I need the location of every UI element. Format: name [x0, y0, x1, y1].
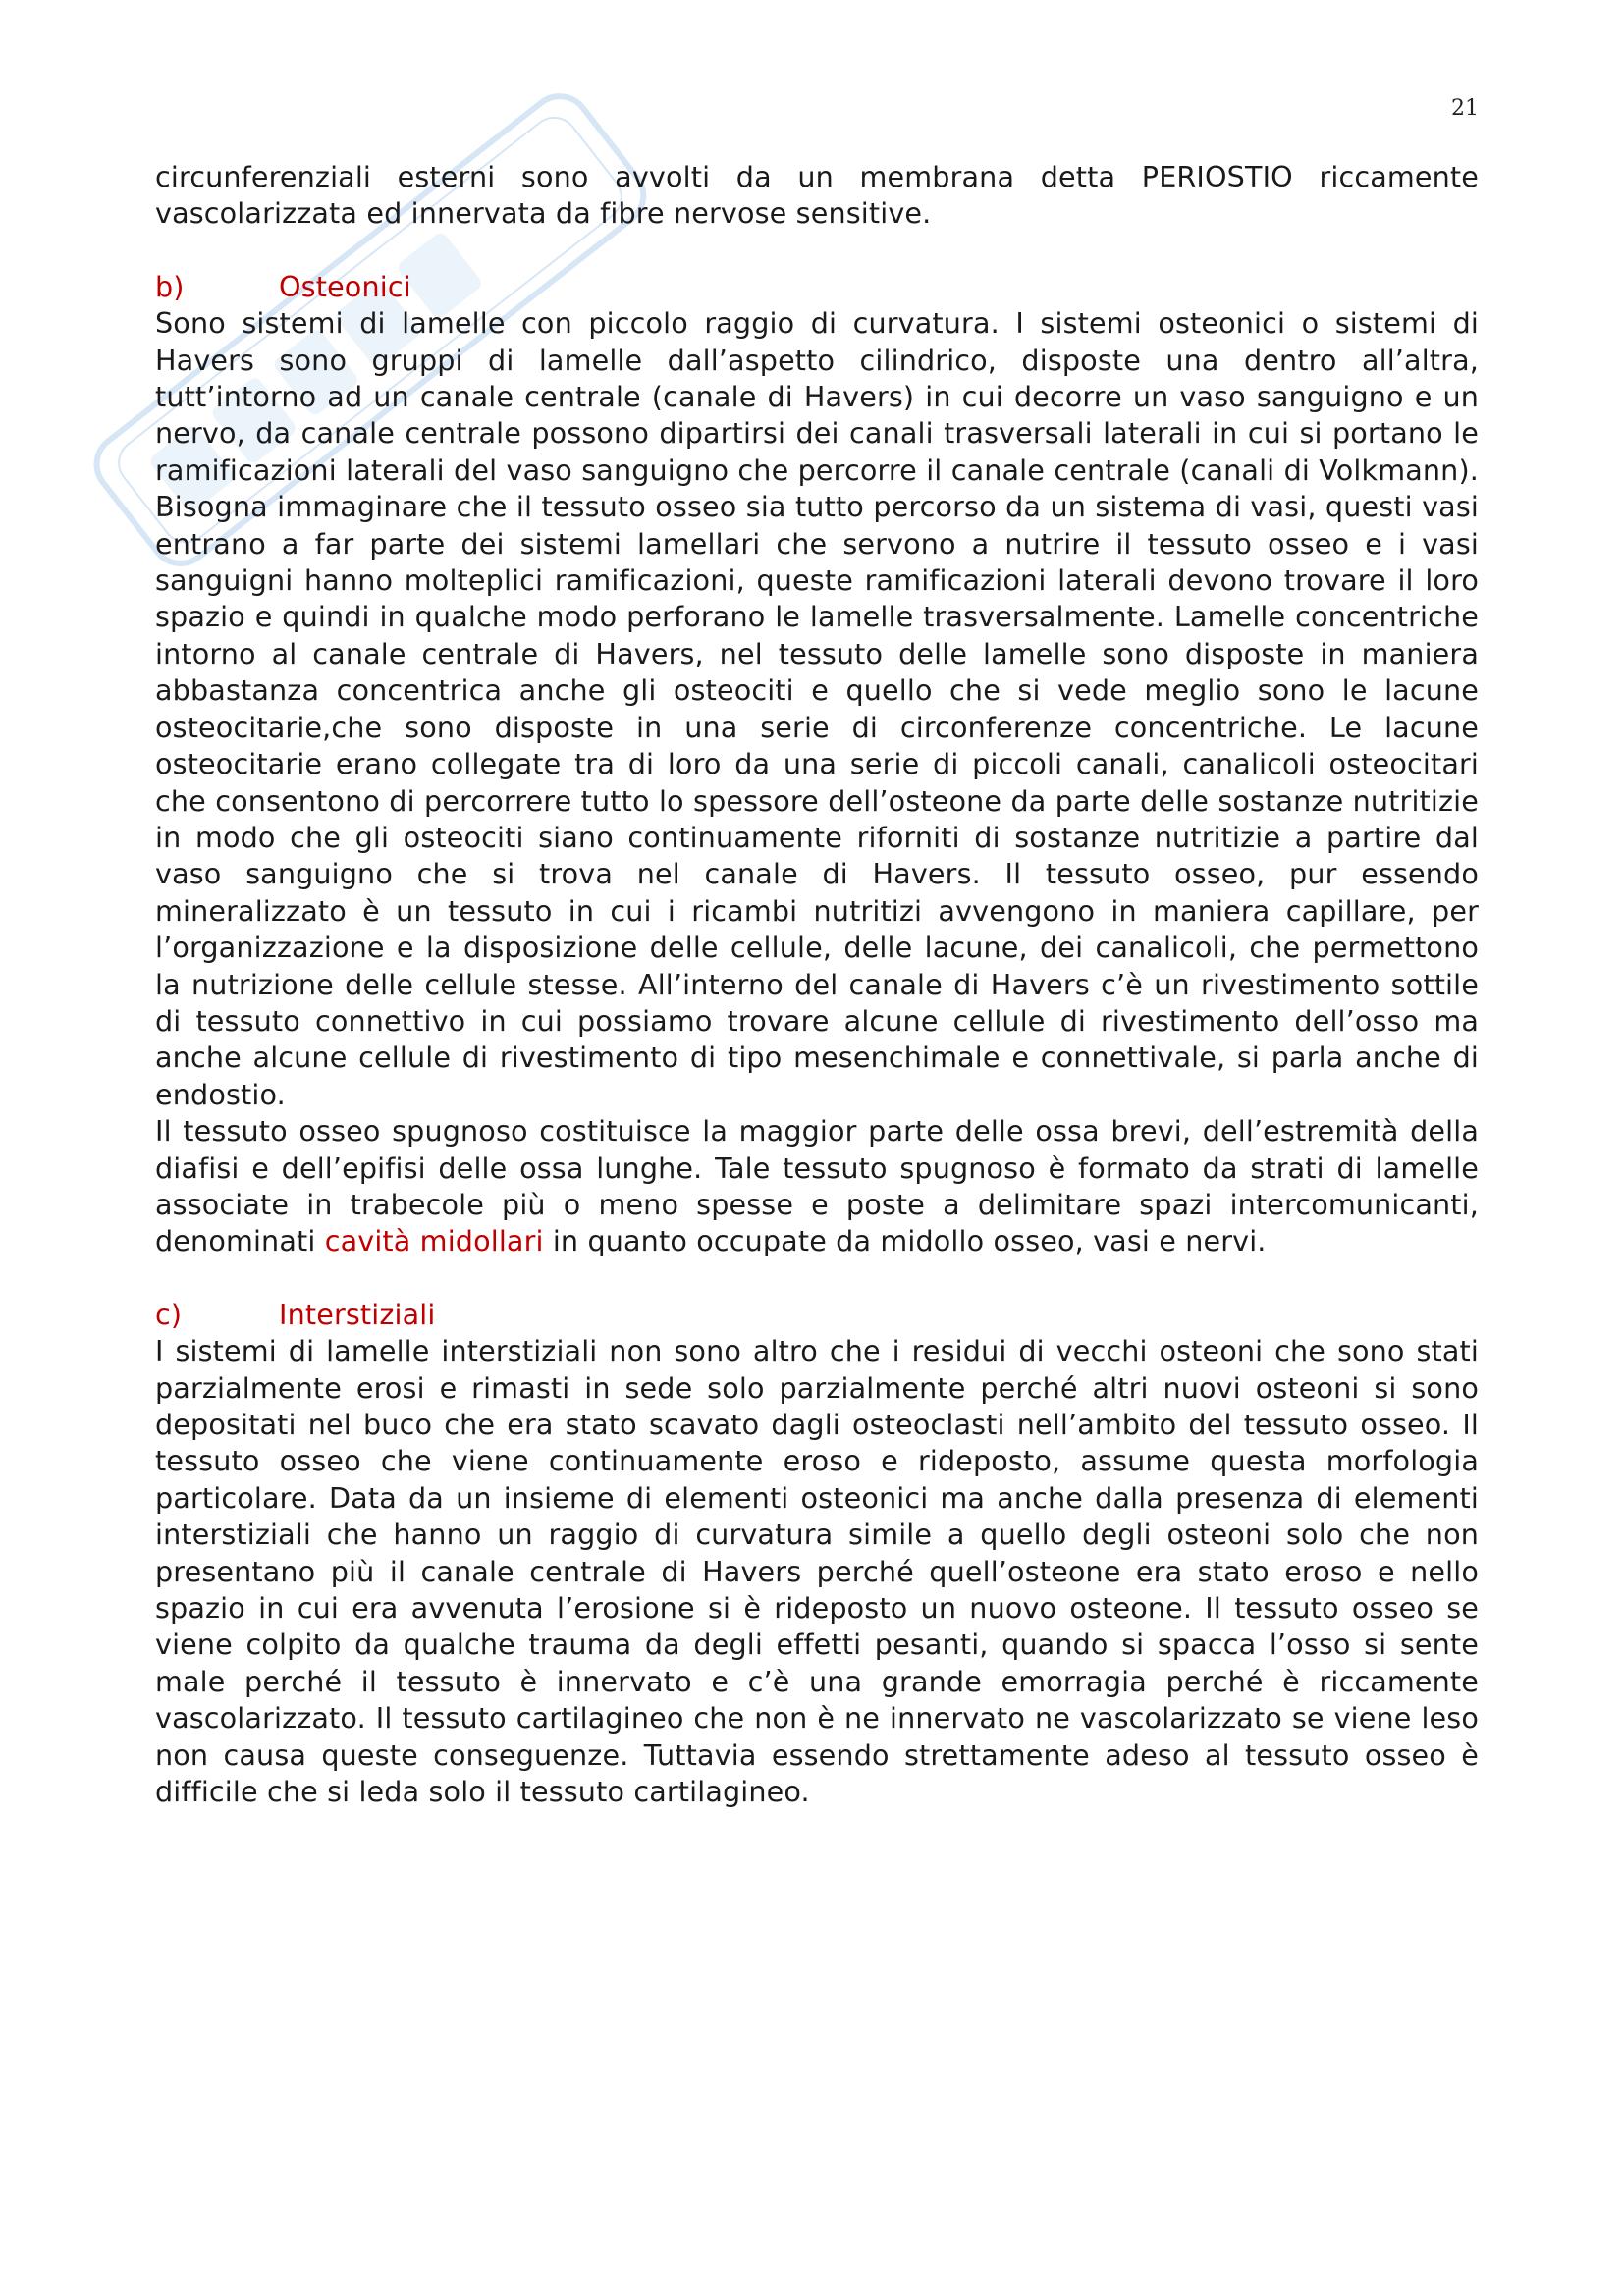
section-b-paragraph-2 [155, 1113, 1479, 1260]
section-b-title: Osteonici [279, 269, 411, 303]
document-body [155, 159, 1479, 1810]
section-b-heading [155, 269, 1479, 305]
section-c-paragraph-1: I sistemi di lamelle interstiziali non sono altro che i residui di vecchi osteoni che sono stati parzialmente erosi e rimasti in sede solo parzialmente perché altri nuovi osteoni si sono depositati nel buco che era stato scavato dagli osteoclasti nell’ambito del tessuto osseo. Il tessuto osseo che viene continuamente eroso e rideposto, assume questa morfologia particolare. Data da un insieme di elementi osteonici ma anche dalla presenza di elementi interstiziali che hanno un raggio di curvatura simile a quello degli osteoni solo che non presentano più il canale centrale di Havers perché quell’osteone era stato eroso e nello spazio in cui era avvenuta l’erosione si è rideposto un nuovo osteone. Il tessuto osseo se viene colpito da qualche trauma da degli effetti pesanti, quando si spacca l’osso si sente male perché il tessuto è innervato e c’è una grande emorragia perché è riccamente vascolarizzato. Il tessuto cartilagineo che non è ne innervato ne vascolarizzato se viene leso non causa queste conseguenze. Tuttavia essendo strettamente adeso al tessuto osseo è difficile che si leda solo il tessuto cartilagineo. [155, 1334, 1479, 1809]
page-number: 21 [1451, 96, 1479, 121]
section-b-p2-text-end: in quanto occupate da midollo osseo, vasi e nervi. [543, 1224, 1267, 1258]
section-c-title: Interstiziali [279, 1297, 436, 1331]
section-c-heading [155, 1297, 1479, 1333]
section-c-label: c) [155, 1297, 183, 1331]
section-b-paragraph-1: Sono sistemi di lamelle con piccolo raggio di curvatura. I sistemi osteonici o sistemi di Havers sono gruppi di lamelle dall’aspetto cilindrico, disposte una dentro all’altra, tutt’intorno ad un canale centrale (canale di Havers) in cui decorre un vaso sanguigno e un nervo, da canale centrale possono dipartirsi dei canali trasversali laterali in cui si portano le ramificazioni laterali del vaso sanguigno che percorre il canale centrale (canali di Volkmann). Bisogna immaginare che il tessuto osseo sia tutto percorso da un sistema di vasi, questi vasi entrano a far parte dei sistemi lamellari che servono a nutrire il tessuto osseo e i vasi sanguigni hanno molteplici ramificazioni, queste ramificazioni laterali devono trovare il loro spazio e quindi in qualche modo perforano le lamelle trasversalmente. Lamelle concentriche intorno al canale centrale di Havers, nel tessuto delle lamelle sono disposte in maniera abbastanza concentrica anche gli osteociti e quello che si vede meglio sono le lacune osteocitarie,che sono disposte in una serie di circonferenze concentriche. Le lacune osteocitarie erano collegate tra di loro da una serie di piccoli canali, canalicoli osteocitari che consentono di percorrere tutto lo spessore dell’osteone da parte delle sostanze nutritizie in modo che gli osteociti siano continuamente riforniti di sostanze nutritizie a partire dal vaso sanguigno che si trova nel canale di Havers. Il tessuto osseo, pur essendo mineralizzato è un tessuto in cui i ricambi nutritizi avvengono in maniera capillare, per l’organizzazione e la disposizione delle cellule, delle lacune, dei canalicoli, che permettono la nutrizione delle cellule stesse. All’interno del canale di Havers c’è un rivestimento sottile di tessuto connettivo in cui possiamo trovare alcune cellule di rivestimento dell’osso ma anche alcune cellule di rivestimento di tipo mesenchimale e connettivale, si parla anche di endostio. [155, 306, 1479, 1111]
highlight-term: cavità midollari [324, 1224, 544, 1258]
intro-paragraph: circunferenziali esterni sono avvolti da un membrana detta PERIOSTIO riccamente vascolarizzata ed innervata da fibre nervose sensitive. [155, 160, 1479, 231]
section-b-label: b) [155, 269, 185, 303]
section-b-p2-text: Il tessuto osseo spugnoso costituisce la maggior parte delle ossa brevi, dell’estremità della diafisi e dell’epifisi delle ossa lunghe. Tale tessuto spugnoso è formato da strati di lamelle associate in trabecole più o meno spesse e poste a delimitare spazi intercomunicanti, denominati [155, 1114, 1479, 1258]
